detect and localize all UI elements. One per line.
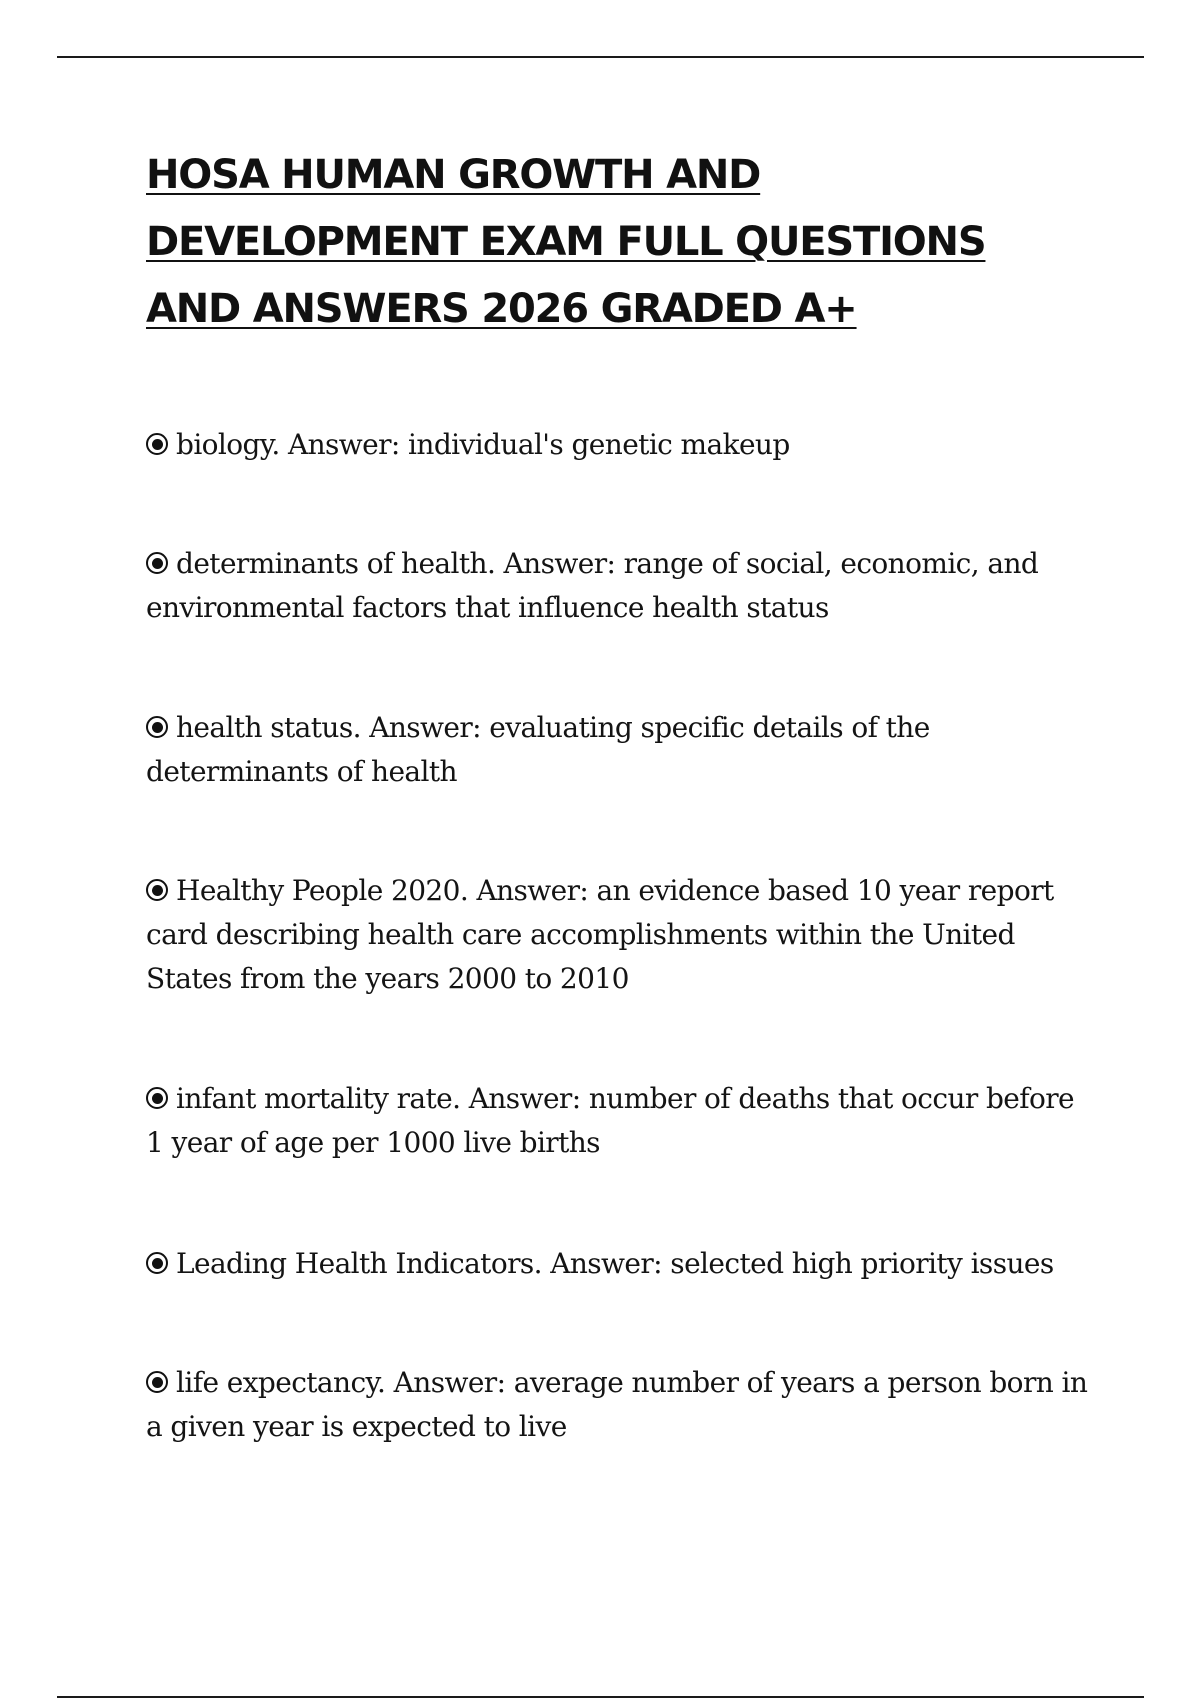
fisheye-bullet-icon <box>146 552 168 574</box>
document-title <box>146 142 1086 343</box>
fisheye-bullet-icon <box>146 716 168 738</box>
qa-item-text: determinants of health. Answer: range of social, economic, and environmental factors that influence health status <box>146 547 1039 624</box>
fisheye-bullet-icon <box>146 1087 168 1109</box>
qa-item-infant-mortality-rate <box>146 1077 1096 1165</box>
document-title-text: HOSA HUMAN GROWTH AND DEVELOPMENT EXAM FULL QUESTIONS AND ANSWERS 2026 GRADED A+ <box>146 152 986 332</box>
qa-item-healthy-people-2020 <box>146 869 1096 1001</box>
qa-item-leading-health-indicators <box>146 1242 1096 1286</box>
qa-item-text: Healthy People 2020. Answer: an evidence based 10 year report card describing health care accomplishments within the United States from the years 2000 to 2010 <box>146 874 1054 995</box>
qa-item-text: Leading Health Indicators. Answer: selected high priority issues <box>176 1247 1054 1280</box>
qa-item-text: infant mortality rate. Answer: number of deaths that occur before 1 year of age per 1000 live births <box>146 1082 1075 1159</box>
fisheye-bullet-icon <box>146 433 168 455</box>
qa-item-life-expectancy <box>146 1361 1096 1449</box>
qa-item-biology <box>146 423 1096 467</box>
fisheye-bullet-icon <box>146 879 168 901</box>
top-divider <box>57 56 1144 58</box>
bottom-divider <box>57 1696 1144 1698</box>
qa-item-determinants-of-health <box>146 542 1096 630</box>
qa-item-health-status <box>146 706 1096 794</box>
fisheye-bullet-icon <box>146 1371 168 1393</box>
qa-item-text: life expectancy. Answer: average number of years a person born in a given year is expected to live <box>146 1366 1088 1443</box>
qa-item-text: health status. Answer: evaluating specific details of the determinants of health <box>146 711 930 788</box>
qa-item-text: biology. Answer: individual's genetic makeup <box>176 428 790 461</box>
fisheye-bullet-icon <box>146 1252 168 1274</box>
